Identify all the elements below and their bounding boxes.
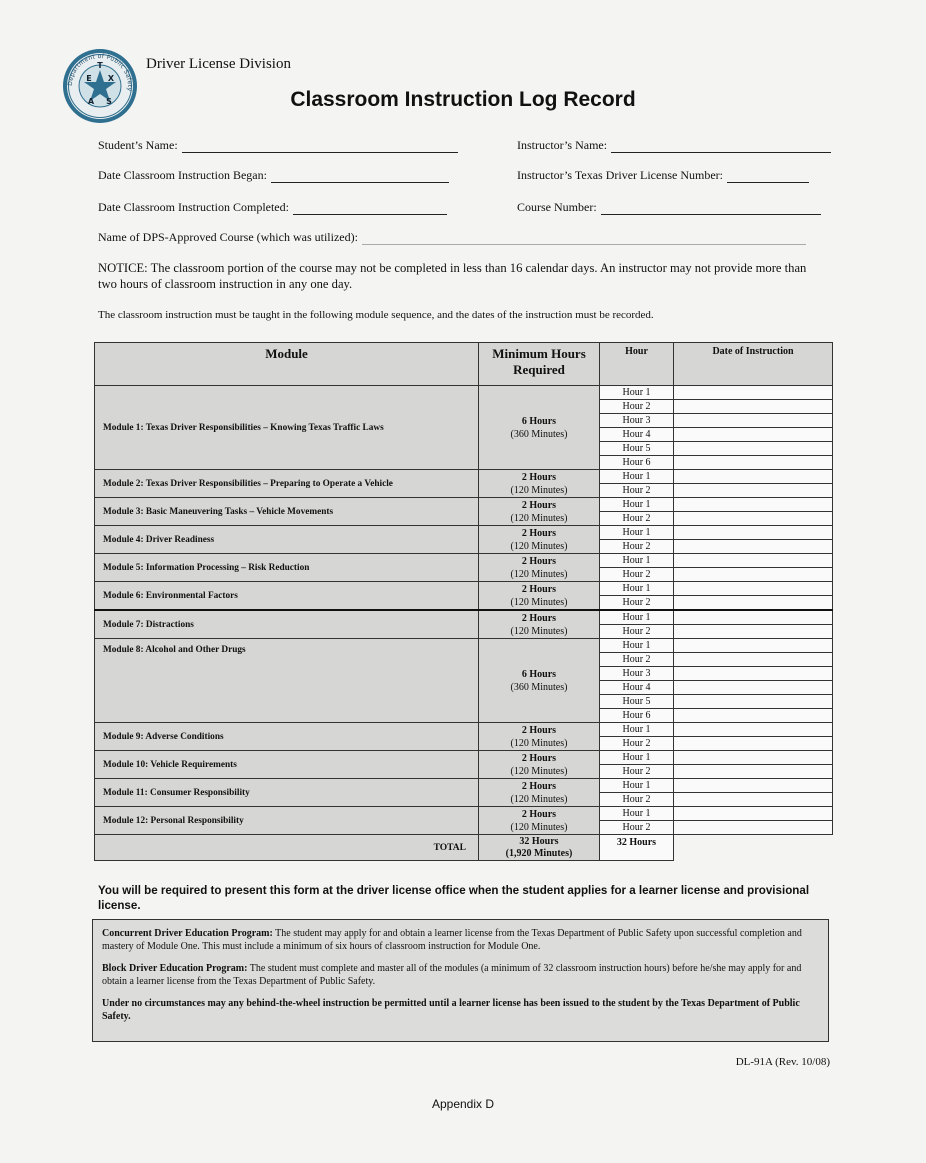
module-hours-value: 6 Hours	[521, 415, 557, 427]
appendix-label: Appendix D	[431, 1097, 495, 1111]
module-minutes-value: (360 Minutes)	[510, 428, 568, 440]
date-of-instruction-cell[interactable]	[674, 526, 833, 540]
hour-label: Hour 5	[600, 695, 674, 709]
hour-label: Hour 2	[600, 625, 674, 639]
date-of-instruction-cell[interactable]	[674, 414, 833, 428]
date-of-instruction-cell[interactable]	[674, 498, 833, 512]
course-name-line[interactable]	[362, 231, 806, 245]
date-completed-line[interactable]	[293, 201, 447, 215]
date-of-instruction-cell[interactable]	[674, 807, 833, 821]
date-of-instruction-cell[interactable]	[674, 709, 833, 723]
date-of-instruction-cell[interactable]	[674, 554, 833, 568]
module-minutes-value: (120 Minutes)	[510, 540, 568, 552]
form-number: DL-91A (Rev. 10/08)	[735, 1056, 830, 1068]
module-hours-value: 2 Hours	[521, 555, 557, 567]
course-name-field[interactable]	[98, 230, 806, 245]
module-hours-value: 2 Hours	[521, 808, 557, 820]
date-of-instruction-cell[interactable]	[674, 765, 833, 779]
date-of-instruction-cell[interactable]	[674, 639, 833, 653]
behind-wheel-warning: Under no circumstances may any behind-the-wheel instruction be permitted until a learner license has been issued to the student by the Texas Department of Public Safety.	[102, 998, 800, 1022]
module-min-hours	[479, 386, 600, 470]
dps-seal-logo	[62, 48, 138, 124]
total-label: TOTAL	[95, 835, 479, 861]
date-column-header: Date of Instruction	[674, 343, 833, 386]
date-of-instruction-cell[interactable]	[674, 568, 833, 582]
date-of-instruction-cell[interactable]	[674, 400, 833, 414]
module-name: Module 9: Adverse Conditions	[95, 723, 479, 751]
total-min-hours	[479, 835, 600, 861]
module-minutes-value: (120 Minutes)	[510, 793, 568, 805]
student-name-line[interactable]	[182, 139, 458, 153]
module-hours-value: 2 Hours	[521, 780, 557, 792]
hour-label: Hour 4	[600, 681, 674, 695]
division-name: Driver License Division	[146, 56, 291, 72]
date-began-label: Date Classroom Instruction Began:	[98, 168, 267, 182]
seal-letter-a: A	[87, 97, 95, 106]
date-of-instruction-cell[interactable]	[674, 512, 833, 526]
total-hour-count: 32 Hours	[600, 835, 674, 861]
module-hours-value: 2 Hours	[521, 612, 557, 624]
hour-label: Hour 3	[600, 414, 674, 428]
hour-label: Hour 2	[600, 737, 674, 751]
instruction-log-table	[94, 342, 833, 861]
total-hours-value: 32 Hours	[519, 835, 559, 847]
hour-label: Hour 1	[600, 751, 674, 765]
module-name: Module 8: Alcohol and Other Drugs	[95, 639, 479, 723]
course-name-label: Name of DPS-Approved Course (which was utilized):	[98, 230, 358, 244]
module-name: Module 5: Information Processing – Risk Reduction	[95, 554, 479, 582]
date-of-instruction-cell[interactable]	[674, 610, 833, 625]
page-title: Classroom Instruction Log Record	[290, 88, 636, 111]
hour-column-header: Hour	[600, 343, 674, 386]
instructor-license-field[interactable]	[517, 168, 809, 183]
module-hours-value: 2 Hours	[521, 527, 557, 539]
hour-label: Hour 2	[600, 540, 674, 554]
module-min-hours	[479, 470, 600, 498]
instructor-license-line[interactable]	[727, 169, 809, 183]
date-of-instruction-cell[interactable]	[674, 386, 833, 400]
hour-label: Hour 1	[600, 779, 674, 793]
block-program-label: Block Driver Education Program:	[102, 963, 248, 974]
hour-label: Hour 1	[600, 639, 674, 653]
module-minutes-value: (120 Minutes)	[510, 737, 568, 749]
module-minutes-value: (120 Minutes)	[510, 625, 568, 637]
hour-label: Hour 1	[600, 498, 674, 512]
instructor-name-line[interactable]	[611, 139, 831, 153]
hour-label: Hour 1	[600, 386, 674, 400]
module-minutes-value: (120 Minutes)	[510, 568, 568, 580]
module-min-hours	[479, 751, 600, 779]
module-name: Module 3: Basic Maneuvering Tasks – Vehicle Movements	[95, 498, 479, 526]
instructor-name-field[interactable]	[517, 138, 831, 153]
hour-label: Hour 6	[600, 709, 674, 723]
date-of-instruction-cell[interactable]	[674, 540, 833, 554]
module-name: Module 11: Consumer Responsibility	[95, 779, 479, 807]
module-minutes-value: (120 Minutes)	[510, 596, 568, 608]
module-min-hours	[479, 554, 600, 582]
module-hours-value: 2 Hours	[521, 752, 557, 764]
date-of-instruction-cell[interactable]	[674, 821, 833, 835]
date-of-instruction-cell[interactable]	[674, 596, 833, 611]
total-empty-cell	[674, 835, 833, 861]
course-number-field[interactable]	[517, 200, 821, 215]
module-sequence-instruction: The classroom instruction must be taught in the following module sequence, and the dates of the instruction must be recorded.	[98, 309, 654, 321]
seal-ring-text: Department of Public Safety	[66, 52, 134, 92]
date-of-instruction-cell[interactable]	[674, 442, 833, 456]
concurrent-program-label: Concurrent Driver Education Program:	[102, 928, 273, 939]
student-name-label: Student’s Name:	[98, 138, 178, 152]
seal-letter-e: E	[86, 74, 92, 83]
date-began-field[interactable]	[98, 168, 449, 183]
module-name: Module 6: Environmental Factors	[95, 582, 479, 611]
module-name: Module 12: Personal Responsibility	[95, 807, 479, 835]
hour-label: Hour 1	[600, 470, 674, 484]
module-hours-value: 2 Hours	[521, 583, 557, 595]
requirement-notice: You will be required to present this form at the driver license office when the student applies for a learner license and provisional license.	[98, 884, 810, 912]
concurrent-program-text: The student may apply for and obtain a learner license from the Texas Department of Public Safety upon successful completion and mastery of Module One. This must include a minimum of six hours of classroom instruction for Module One.	[102, 928, 802, 952]
course-number-label: Course Number:	[517, 200, 597, 214]
hour-label: Hour 2	[600, 596, 674, 611]
seal-letter-x: X	[107, 74, 115, 83]
module-min-hours	[479, 639, 600, 723]
hour-label: Hour 2	[600, 512, 674, 526]
instructor-name-label: Instructor’s Name:	[517, 138, 608, 152]
date-completed-label: Date Classroom Instruction Completed:	[98, 200, 289, 214]
hour-label: Hour 1	[600, 554, 674, 568]
module-min-hours	[479, 610, 600, 639]
module-min-hours	[479, 779, 600, 807]
date-of-instruction-cell[interactable]	[674, 695, 833, 709]
hour-label: Hour 5	[600, 442, 674, 456]
module-min-hours	[479, 723, 600, 751]
instructor-license-label: Instructor’s Texas Driver License Number:	[517, 168, 723, 182]
seal-letter-s: S	[106, 97, 112, 106]
hour-label: Hour 2	[600, 484, 674, 498]
hour-label: Hour 4	[600, 428, 674, 442]
module-name: Module 4: Driver Readiness	[95, 526, 479, 554]
hour-label: Hour 3	[600, 667, 674, 681]
date-of-instruction-cell[interactable]	[674, 456, 833, 470]
module-min-hours	[479, 582, 600, 611]
date-of-instruction-cell[interactable]	[674, 779, 833, 793]
hour-label: Hour 2	[600, 793, 674, 807]
date-of-instruction-cell[interactable]	[674, 625, 833, 639]
module-name: Module 1: Texas Driver Responsibilities – Knowing Texas Traffic Laws	[95, 386, 479, 470]
hour-label: Hour 2	[600, 821, 674, 835]
date-of-instruction-cell[interactable]	[674, 681, 833, 695]
module-minutes-value: (120 Minutes)	[510, 484, 568, 496]
date-of-instruction-cell[interactable]	[674, 793, 833, 807]
module-minutes-value: (360 Minutes)	[510, 681, 568, 693]
date-of-instruction-cell[interactable]	[674, 751, 833, 765]
program-info-box	[92, 919, 829, 1042]
date-began-line[interactable]	[271, 169, 449, 183]
hour-label: Hour 2	[600, 400, 674, 414]
module-column-header: Module	[95, 343, 479, 386]
block-program-text: The student must complete and master all of the modules (a minimum of 32 classroom instruction hours) before he/she may apply for and obtain a learner license from the Texas Department of Public Safety.	[102, 963, 802, 987]
hour-label: Hour 2	[600, 765, 674, 779]
hour-label: Hour 2	[600, 653, 674, 667]
date-completed-field[interactable]	[98, 200, 447, 215]
hour-label: Hour 1	[600, 723, 674, 737]
module-hours-value: 2 Hours	[521, 499, 557, 511]
module-minutes-value: (120 Minutes)	[510, 765, 568, 777]
course-number-line[interactable]	[601, 201, 821, 215]
module-name: Module 10: Vehicle Requirements	[95, 751, 479, 779]
module-hours-value: 2 Hours	[521, 471, 557, 483]
student-name-field[interactable]	[98, 138, 458, 153]
module-minutes-value: (120 Minutes)	[510, 821, 568, 833]
date-of-instruction-cell[interactable]	[674, 582, 833, 596]
module-hours-value: 2 Hours	[521, 724, 557, 736]
date-of-instruction-cell[interactable]	[674, 737, 833, 751]
module-name: Module 2: Texas Driver Responsibilities – Preparing to Operate a Vehicle	[95, 470, 479, 498]
date-of-instruction-cell[interactable]	[674, 653, 833, 667]
module-min-hours	[479, 498, 600, 526]
module-minutes-value: (120 Minutes)	[510, 512, 568, 524]
hour-label: Hour 1	[600, 807, 674, 821]
module-hours-value: 6 Hours	[521, 668, 557, 680]
module-min-hours	[479, 526, 600, 554]
hour-label: Hour 1	[600, 526, 674, 540]
total-minutes-value: (1,920 Minutes)	[505, 847, 573, 859]
date-of-instruction-cell[interactable]	[674, 667, 833, 681]
hour-label: Hour 1	[600, 582, 674, 596]
hour-label: Hour 2	[600, 568, 674, 582]
date-of-instruction-cell[interactable]	[674, 428, 833, 442]
date-of-instruction-cell[interactable]	[674, 723, 833, 737]
date-of-instruction-cell[interactable]	[674, 484, 833, 498]
hour-label: Hour 6	[600, 456, 674, 470]
module-name: Module 7: Distractions	[95, 610, 479, 639]
min-hours-column-header: Minimum Hours Required	[479, 343, 600, 386]
seal-letter-t: T	[97, 61, 103, 70]
hour-label: Hour 1	[600, 610, 674, 625]
date-of-instruction-cell[interactable]	[674, 470, 833, 484]
notice-text: NOTICE: The classroom portion of the course may not be completed in less than 16 calendar days. An instructor may not provide more than two hours of classroom instruction in any one day.	[98, 261, 807, 291]
module-min-hours	[479, 807, 600, 835]
